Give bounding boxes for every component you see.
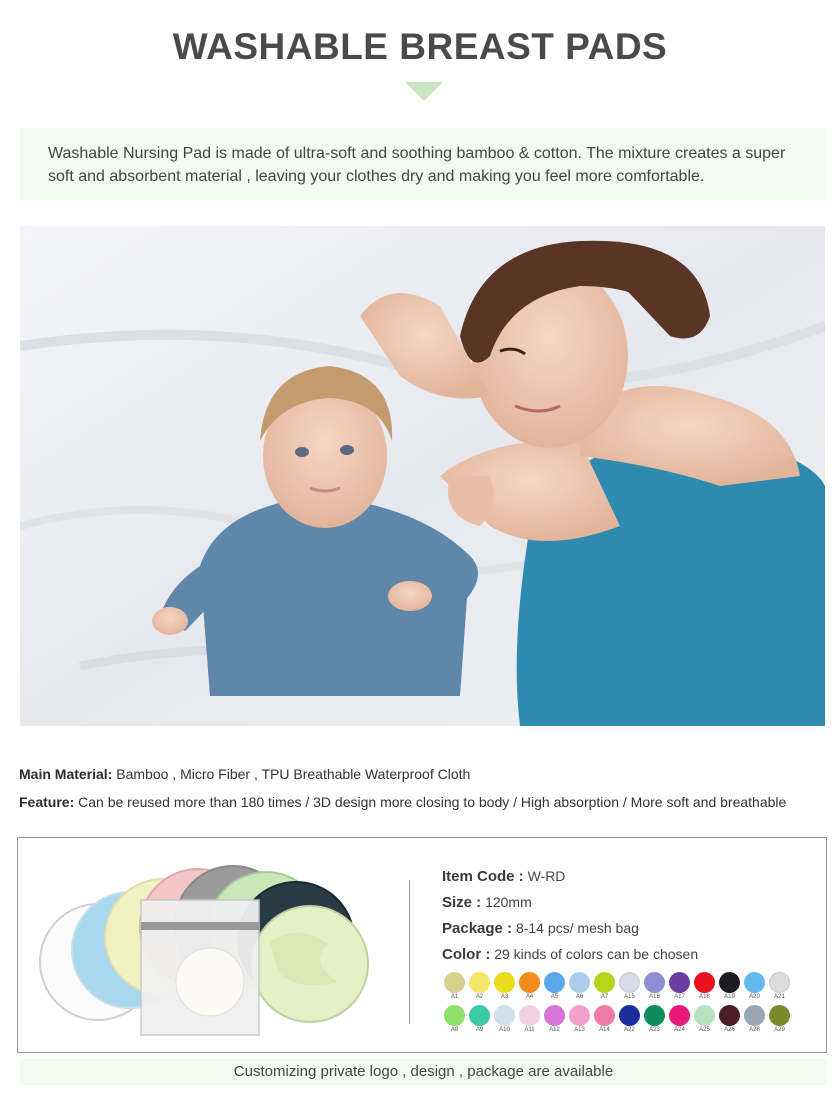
- swatch-row: [444, 1005, 814, 1034]
- feature-line: [19, 794, 786, 810]
- color-swatch-dot: [719, 972, 740, 993]
- package-row: [442, 918, 698, 944]
- color-row: [442, 944, 698, 970]
- color-swatch-dot: [594, 972, 615, 993]
- color-swatch-code: A24: [674, 1027, 685, 1033]
- color-swatch-code: A18: [699, 994, 710, 1000]
- color-swatch: [544, 972, 565, 1001]
- color-swatch-dot: [519, 1005, 540, 1026]
- mother-baby-photo: [20, 226, 825, 726]
- feature-label: Feature:: [19, 794, 75, 810]
- intro-description: Washable Nursing Pad is made of ultra-soft and soothing bamboo & cotton. The mixture creates a super soft and absorbent material , leaving your clothes dry and making you feel more comfortable.: [20, 128, 827, 200]
- color-swatch: [719, 972, 740, 1001]
- product-info-box: [17, 837, 827, 1053]
- item-code-row: [442, 866, 698, 892]
- color-value: 29 kinds of colors can be chosen: [494, 946, 699, 962]
- color-swatch-code: A25: [699, 1027, 710, 1033]
- color-swatch-dot: [544, 1005, 565, 1026]
- color-swatch: [719, 1005, 740, 1034]
- item-code-value: W-RD: [527, 868, 566, 884]
- color-swatch-code: A21: [774, 994, 785, 1000]
- color-swatch: [644, 1005, 665, 1034]
- main-material-label: Main Material:: [19, 766, 113, 782]
- color-swatch-dot: [469, 972, 490, 993]
- color-swatch-code: A12: [549, 1027, 560, 1033]
- product-specs: [442, 866, 698, 970]
- color-swatch: [769, 972, 790, 1001]
- color-swatch-dot: [644, 1005, 665, 1026]
- color-swatch-code: A11: [524, 1027, 535, 1033]
- color-swatch-code: A2: [475, 994, 484, 1000]
- color-swatch-code: A26: [724, 1027, 735, 1033]
- main-material-value: Bamboo , Micro Fiber , TPU Breathable Waterproof Cloth: [116, 766, 471, 782]
- color-swatch-dot: [594, 1005, 615, 1026]
- color-swatch: [669, 1005, 690, 1034]
- color-swatch-dot: [619, 1005, 640, 1026]
- main-material-line: [19, 766, 470, 782]
- color-swatch-dot: [544, 972, 565, 993]
- color-swatch: [519, 972, 540, 1001]
- size-row: [442, 892, 698, 918]
- color-swatch-code: A22: [624, 1027, 635, 1033]
- color-swatch-dot: [744, 1005, 765, 1026]
- color-swatch-code: A6: [575, 994, 584, 1000]
- color-swatch: [644, 972, 665, 1001]
- size-label: Size :: [442, 894, 482, 911]
- color-swatch: [669, 972, 690, 1001]
- color-swatch-dot: [519, 972, 540, 993]
- color-swatch-code: A15: [624, 994, 635, 1000]
- vertical-divider: [409, 880, 410, 1024]
- color-swatch: [569, 1005, 590, 1034]
- color-swatch-code: A16: [649, 994, 660, 1000]
- color-swatch-code: A5: [550, 994, 559, 1000]
- customization-note: Customizing private logo , design , package are available: [20, 1059, 827, 1085]
- breast-pads-product-image: [38, 852, 388, 1042]
- size-value: 120mm: [485, 894, 532, 910]
- color-swatch: [619, 972, 640, 1001]
- page-title: WASHABLE BREAST PADS: [172, 26, 668, 67]
- color-swatch: [694, 1005, 715, 1034]
- color-swatch-code: A10: [499, 1027, 510, 1033]
- color-swatch-dot: [769, 972, 790, 993]
- feature-value: Can be reused more than 180 times / 3D design more closing to body / High absorption / More soft and breathable: [78, 794, 787, 810]
- color-swatch-code: A4: [525, 994, 534, 1000]
- color-swatch-dot: [444, 972, 465, 993]
- item-code-label: Item Code :: [442, 868, 524, 885]
- color-swatch: [569, 972, 590, 1001]
- swatch-row: [444, 972, 814, 1001]
- color-swatch: [444, 1005, 465, 1034]
- color-swatch-dot: [719, 1005, 740, 1026]
- color-swatch-dot: [469, 1005, 490, 1026]
- color-swatch-dot: [494, 1005, 515, 1026]
- photo-illustration: [20, 226, 825, 726]
- color-swatch-dot: [569, 972, 590, 993]
- color-swatch-code: A20: [749, 994, 760, 1000]
- package-label: Package :: [442, 920, 513, 937]
- color-swatch-code: A3: [500, 994, 509, 1000]
- color-swatch: [594, 1005, 615, 1034]
- color-swatch: [594, 972, 615, 1001]
- color-swatch-code: A7: [600, 994, 609, 1000]
- color-swatches: [444, 972, 814, 1038]
- color-swatch-dot: [644, 972, 665, 993]
- color-swatch-code: A28: [749, 1027, 760, 1033]
- color-swatch: [694, 972, 715, 1001]
- color-label: Color :: [442, 946, 491, 963]
- color-swatch: [469, 972, 490, 1001]
- color-swatch-dot: [569, 1005, 590, 1026]
- color-swatch-dot: [669, 1005, 690, 1026]
- color-swatch-code: A19: [724, 994, 735, 1000]
- color-swatch-dot: [694, 972, 715, 993]
- color-swatch-dot: [619, 972, 640, 993]
- color-swatch: [494, 972, 515, 1001]
- color-swatch-code: A8: [450, 1027, 459, 1033]
- color-swatch: [544, 1005, 565, 1034]
- color-swatch-dot: [494, 972, 515, 993]
- color-swatch: [744, 972, 765, 1001]
- color-swatch-code: A17: [674, 994, 685, 1000]
- color-swatch-dot: [694, 1005, 715, 1026]
- color-swatch-dot: [744, 972, 765, 993]
- color-swatch-dot: [769, 1005, 790, 1026]
- color-swatch-code: A29: [774, 1027, 785, 1033]
- color-swatch-code: A14: [599, 1027, 610, 1033]
- color-swatch-code: A23: [649, 1027, 660, 1033]
- color-swatch-code: A13: [574, 1027, 585, 1033]
- color-swatch: [769, 1005, 790, 1034]
- color-swatch: [619, 1005, 640, 1034]
- package-value: 8-14 pcs/ mesh bag: [515, 920, 639, 936]
- color-swatch-code: A1: [450, 994, 459, 1000]
- color-swatch: [494, 1005, 515, 1034]
- color-swatch: [444, 972, 465, 1001]
- color-swatch: [469, 1005, 490, 1034]
- color-swatch-code: A9: [475, 1027, 484, 1033]
- color-swatch: [519, 1005, 540, 1034]
- color-swatch-dot: [444, 1005, 465, 1026]
- color-swatch-dot: [669, 972, 690, 993]
- color-swatch: [744, 1005, 765, 1034]
- title-down-arrow-icon: [405, 82, 443, 101]
